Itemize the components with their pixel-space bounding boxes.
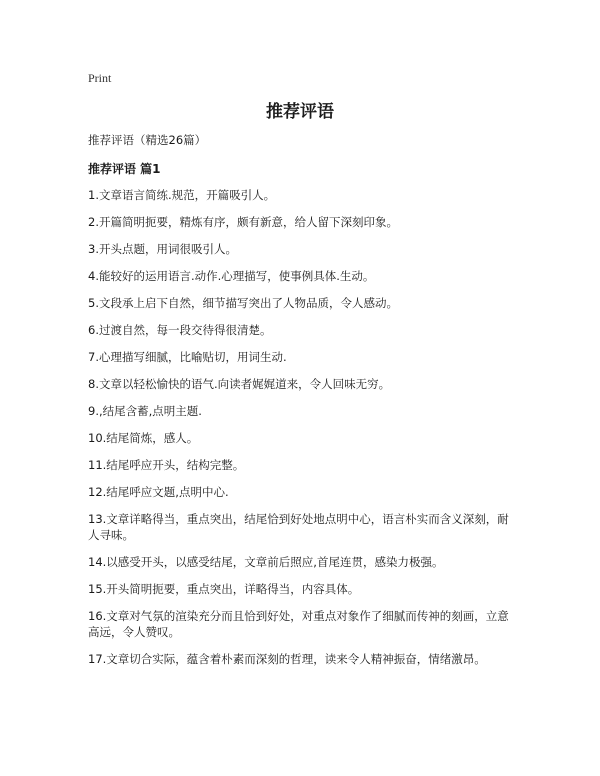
list-item: 11.结尾呼应开头，结构完整。: [88, 458, 245, 472]
list-item: 4.能较好的运用语言.动作.心理描写，使事例具体.生动。: [88, 269, 375, 283]
section-heading: 推荐评语 篇1: [88, 162, 161, 176]
list-item: 8.文章以轻松愉快的语气.向读者娓娓道来，令人回味无穷。: [88, 377, 391, 391]
list-item: 17.文章切合实际，蕴含着朴素而深刻的哲理，读来令人精神振奋，情绪激昂。: [88, 652, 486, 666]
list-item: 9.,结尾含蓄,点明主题.: [88, 404, 202, 418]
print-label: Print: [88, 71, 112, 85]
comment-list: [88, 187, 520, 678]
list-item: 14.以感受开头，以感受结尾，文章前后照应,首尾连贯，感染力极强。: [88, 555, 444, 569]
list-item: 12.结尾呼应文题,点明中心.: [88, 485, 229, 499]
list-item: 2.开篇简明扼要，精炼有序，颇有新意，给人留下深刻印象。: [88, 215, 398, 229]
list-item: 7.心理描写细腻，比喻贴切，用词生动.: [88, 350, 287, 364]
document-subtitle: 推荐评语（精选26篇）: [88, 133, 207, 147]
list-item: 13.文章详略得当，重点突出，结尾恰到好处地点明中心，语言朴实而含义深刻，耐人寻味。: [88, 512, 509, 542]
list-item: 5.文段承上启下自然，细节描写突出了人物品质，令人感动。: [88, 296, 398, 310]
list-item: 10.结尾简炼，感人。: [88, 431, 199, 445]
list-item: 16.文章对气氛的渲染充分而且恰到好处，对重点对象作了细腻而传神的刻画，立意高远，令人赞叹。: [88, 609, 509, 639]
list-item: 6.过渡自然，每一段交待得很清楚。: [88, 323, 272, 337]
list-item: 1.文章语言简练.规范，开篇吸引人。: [88, 188, 276, 202]
document-title: 推荐评语: [266, 102, 334, 122]
list-item: 3.开头点题，用词很吸引人。: [88, 242, 237, 256]
list-item: 15.开头简明扼要，重点突出，详略得当，内容具体。: [88, 582, 360, 596]
